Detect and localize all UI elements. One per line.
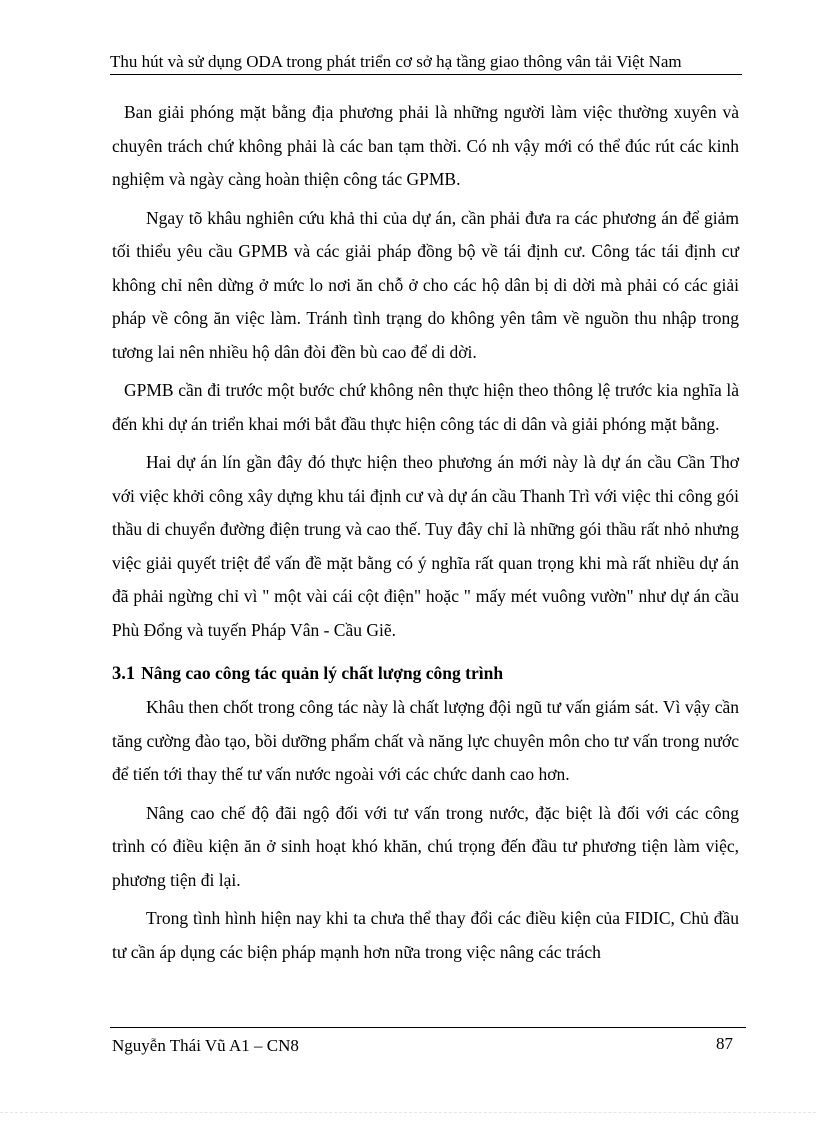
section-paragraph-2: Nâng cao chế độ đãi ngộ đối với tư vấn trong nước, đặc biệt là đối với các công trình có điều kiện ăn ở sinh hoạt khó khăn, chú trọng đến đầu tư phương tiện làm việc, phương tiện đi lại. xyxy=(112,802,739,890)
footer-author: Nguyễn Thái Vũ A1 – CN8 xyxy=(112,1036,299,1055)
paragraph-2: Ngay tõ khâu nghiên cứu khả thi của dự án, cần phải đưa ra các phương án để giảm tối thiểu yêu cầu GPMB và các giải pháp đồng bộ về tái định cư. Công tác tái định cư không chỉ nên dừng ở mức lo nơi ăn chỗ ở cho các hộ dân bị di dời mà phải có các giải pháp về công ăn việc làm. Tránh tình trạng do không yên tâm về nguồn thu nhập trong tương lai nên nhiều hộ dân đòi đền bù cao để di dời. xyxy=(112,207,739,362)
section-number: 3.1 xyxy=(112,664,136,684)
footer-divider xyxy=(110,1027,746,1028)
page-number: 87 xyxy=(716,1034,733,1053)
section-heading xyxy=(112,657,739,691)
section-paragraph-1: Khâu then chốt trong công tác này là chất lượng đội ngũ tư vấn giám sát. Vì vậy cần tăng cường đào tạo, bồi dưỡng phẩm chất và năng lực chuyên môn cho tư vấn trong nước để tiến tới thay thế tư vấn nước ngoài với các chức danh cao hơn. xyxy=(112,697,739,784)
section-title: Nâng cao công tác quản lý chất lượng công trình xyxy=(141,663,504,683)
paragraph-3: GPMB cần đi trước một bước chứ không nên thực hiện theo thông lệ trước kia nghĩa là đến khi dự án triển khai mới bắt đầu thực hiện công tác di dân và giải phóng mặt bằng. xyxy=(112,380,739,434)
paragraph-1: Ban giải phóng mặt bằng địa phương phải là những người làm việc thường xuyên và chuyên trách chứ không phải là các ban tạm thời. Có nh vậy mới có thể đúc rút các kinh nghiệm và ngày càng hoàn thiện công tác GPMB. xyxy=(112,102,739,189)
document-body xyxy=(112,96,739,974)
header-divider xyxy=(110,74,742,75)
paragraph-4: Hai dự án lín gần đây đó thực hiện theo phương án mới này là dự án cầu Cần Thơ với việc khởi công xây dựng khu tái định cư và dự án cầu Thanh Trì với việc thi công gói thầu di chuyển đường điện trung và cao thế. Tuy đây chỉ là những gói thầu rất nhỏ nhưng việc giải quyết triệt để vấn đề mặt bằng có ý nghĩa rất quan trọng khi mà rất nhiều dự án đã phải ngừng chỉ vì " một vài cái cột điện" hoặc " mấy mét vuông vườn" như dự án cầu Phù Đổng và tuyến Pháp Vân - Cầu Giẽ. xyxy=(112,452,739,640)
running-header: Thu hút và sử dụng ODA trong phát triển cơ sở hạ tầng giao thông vân tải Việt Nam xyxy=(110,52,682,71)
section-paragraph-3: Trong tình hình hiện nay khi ta chưa thể thay đổi các điều kiện của FIDIC, Chủ đầu tư cần áp dụng các biện pháp mạnh hơn nữa trong việc nâng các trách xyxy=(112,908,739,962)
page-edge-divider xyxy=(0,1112,816,1113)
